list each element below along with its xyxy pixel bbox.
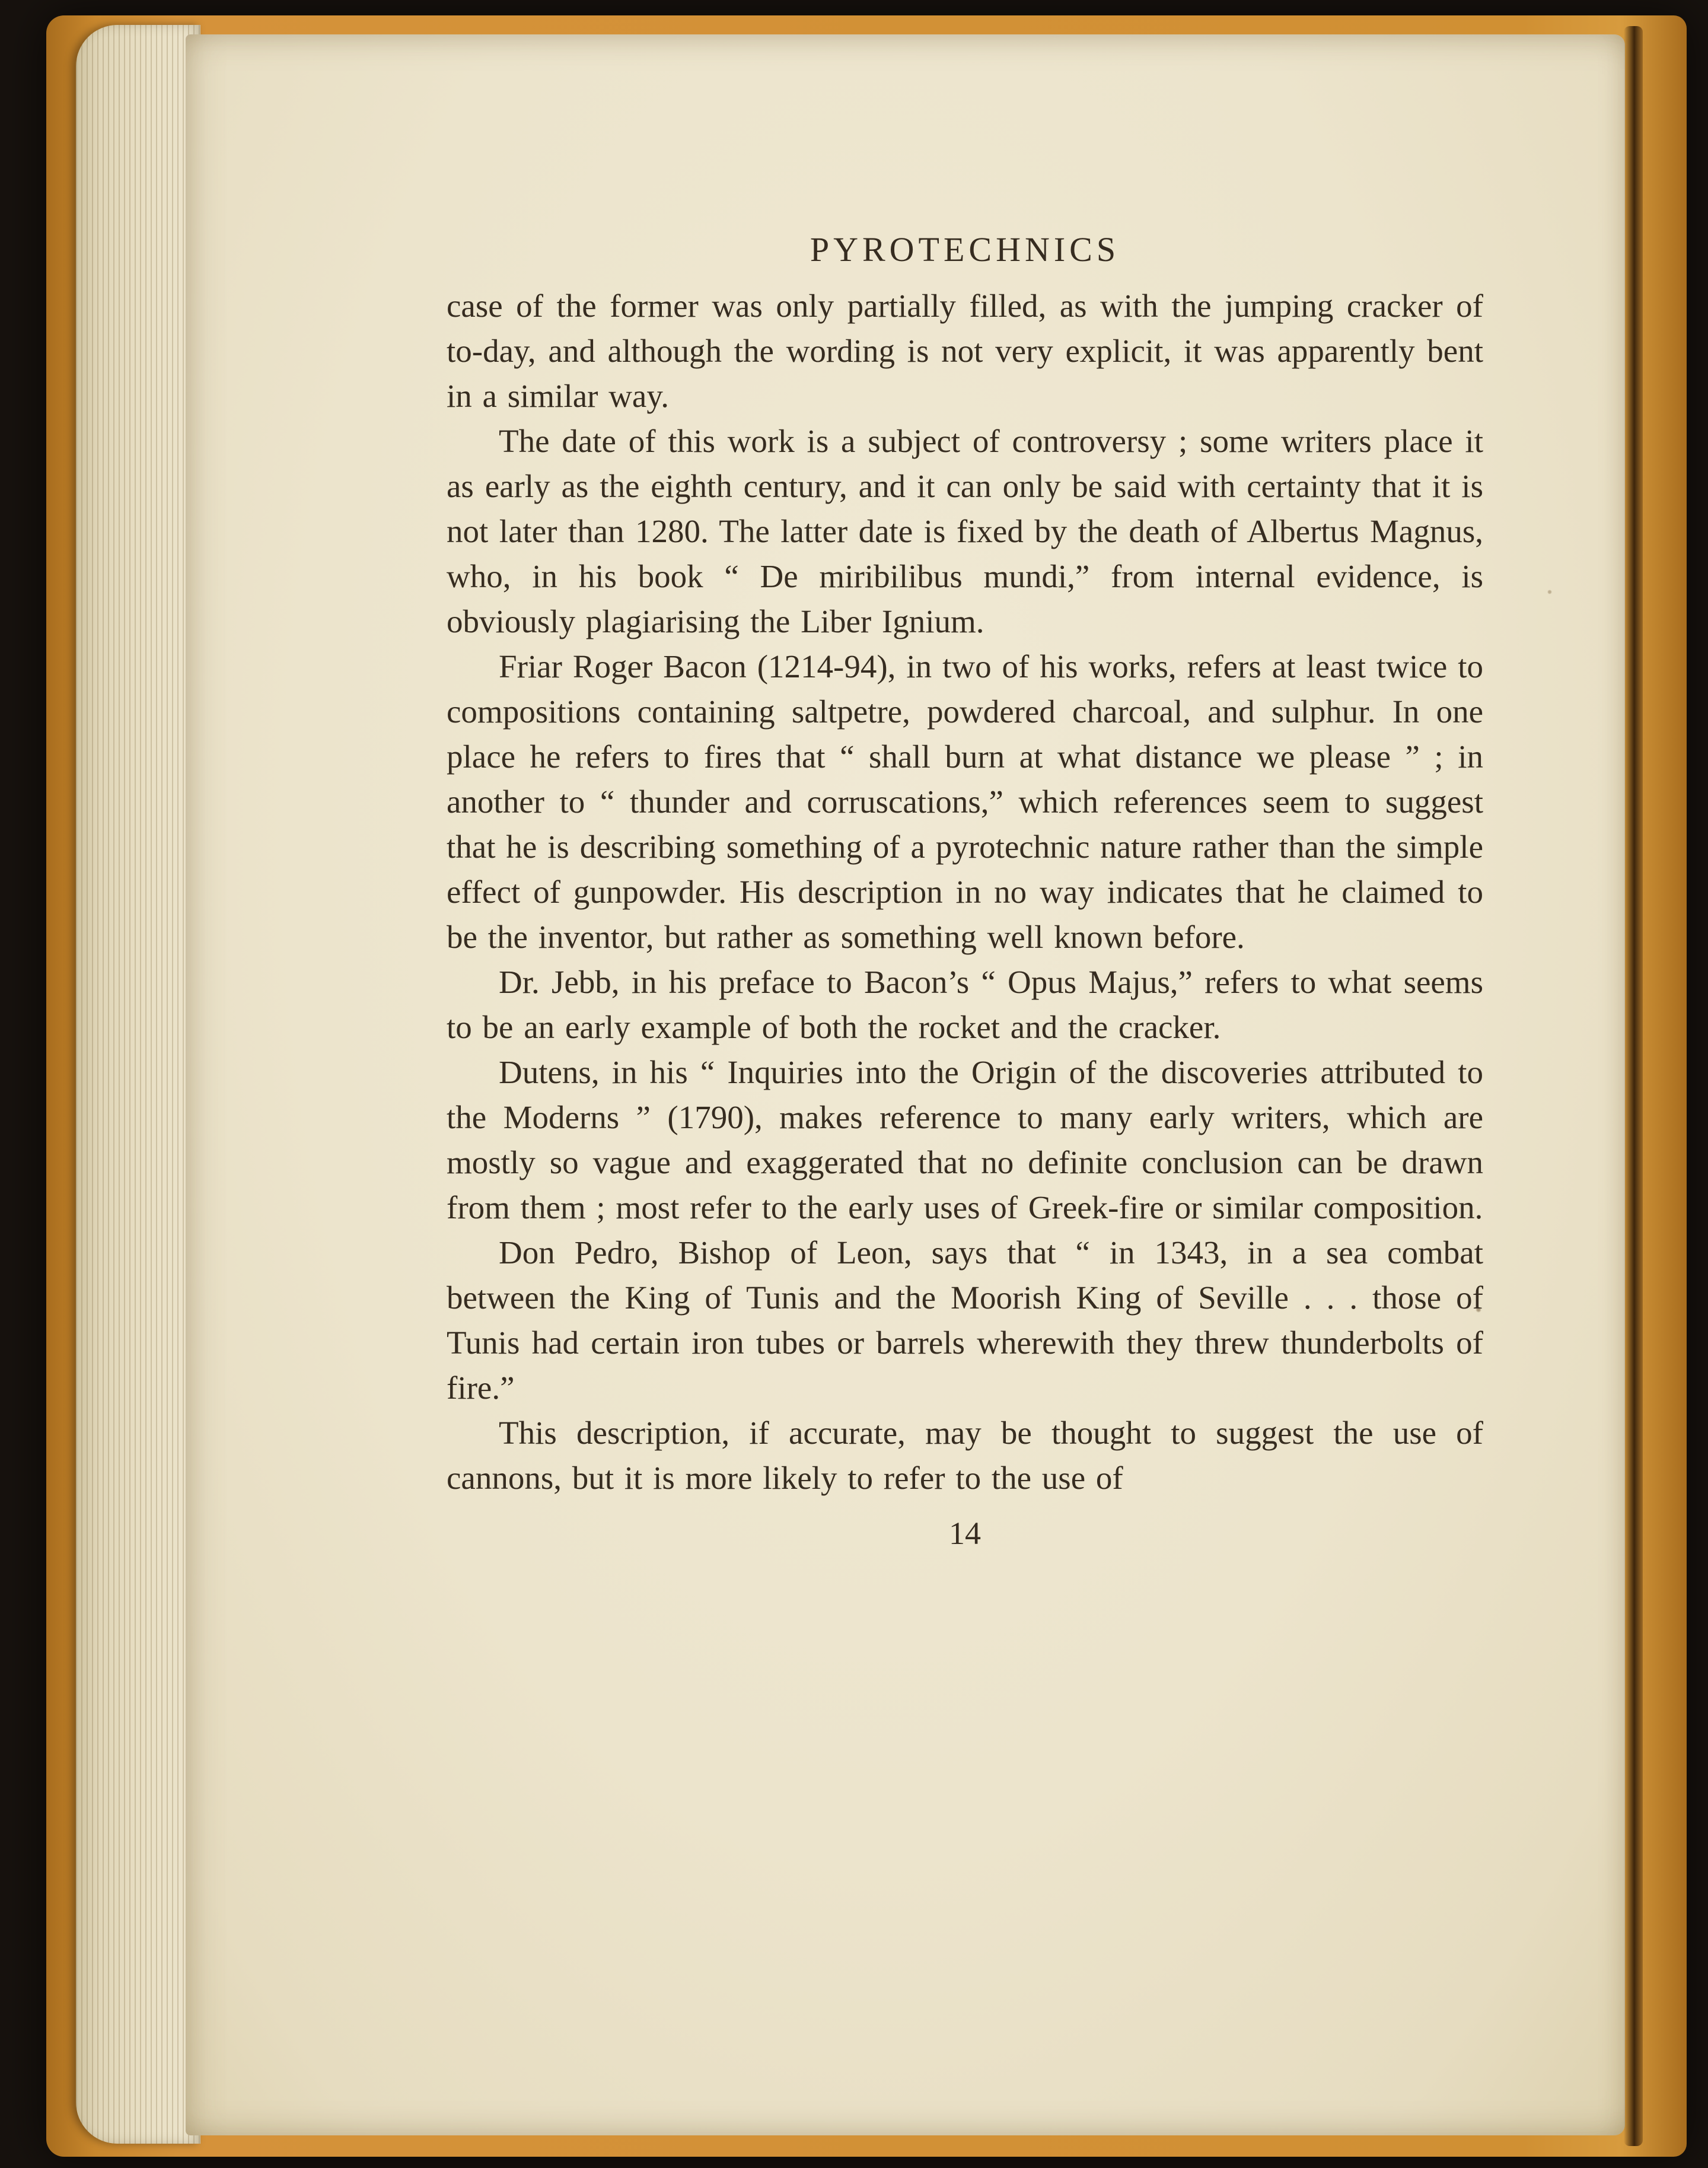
paragraph: Dutens, in his “ Inquiries into the Origin of the discoveries attributed to the Moderns ” (1790), makes reference to many early writers, which are mostly so vague and exaggerated that no definite conclusion can be drawn from them ; most refer to the early uses of Greek-fire or similar composition.: [447, 1054, 1483, 1225]
paragraph: case of the former was only partially filled, as with the jumping cracker of to-day, and although the wording is not very explicit, it was apparently bent in a similar way.: [447, 288, 1483, 414]
paragraph: Dr. Jebb, in his preface to Bacon’s “ Opus Majus,” refers to what seems to be an early example of both the rocket and the cracker.: [447, 964, 1483, 1045]
page-stack-edges: [76, 25, 200, 2144]
book-page: [186, 34, 1625, 2135]
text-column: [447, 225, 1483, 1554]
paragraph: Don Pedro, Bishop of Leon, says that “ in 1343, in a sea combat between the King of Tunis and the Moorish King of Seville . . . those of Tunis had certain iron tubes or barrels wherewith they threw thunderbolts of fire.”: [447, 1234, 1483, 1406]
page-number: 14: [949, 1516, 981, 1551]
gutter-shadow: [1624, 26, 1643, 2146]
book-cover: [46, 15, 1687, 2157]
paragraph: Friar Roger Bacon (1214-94), in two of his works, refers at least twice to compositions containing saltpetre, powdered charcoal, and sulphur. In one place he refers to fires that “ shall burn at what distance we please ” ; in another to “ thunder and corruscations,” which references seem to suggest that he is describing something of a pyrotechnic nature rather than the simple effect of gunpowder. His description in no way indicates that he claimed to be the inventor, but rather as something well known before.: [447, 648, 1483, 955]
paragraph: The date of this work is a subject of controversy ; some writers place it as early as the eighth century, and it can only be said with certainty that it is not later than 1280. The latter date is fixed by the death of Albertus Magnus, who, in his book “ De miribilibus mundi,” from internal evidence, is obviously plagiarising the Liber Ignium.: [447, 423, 1483, 639]
paragraph: This description, if accurate, may be thought to suggest the use of cannons, but it is more likely to refer to the use of: [447, 1415, 1483, 1496]
page-body: [447, 284, 1483, 1501]
running-header: PYROTECHNICS: [810, 230, 1120, 269]
